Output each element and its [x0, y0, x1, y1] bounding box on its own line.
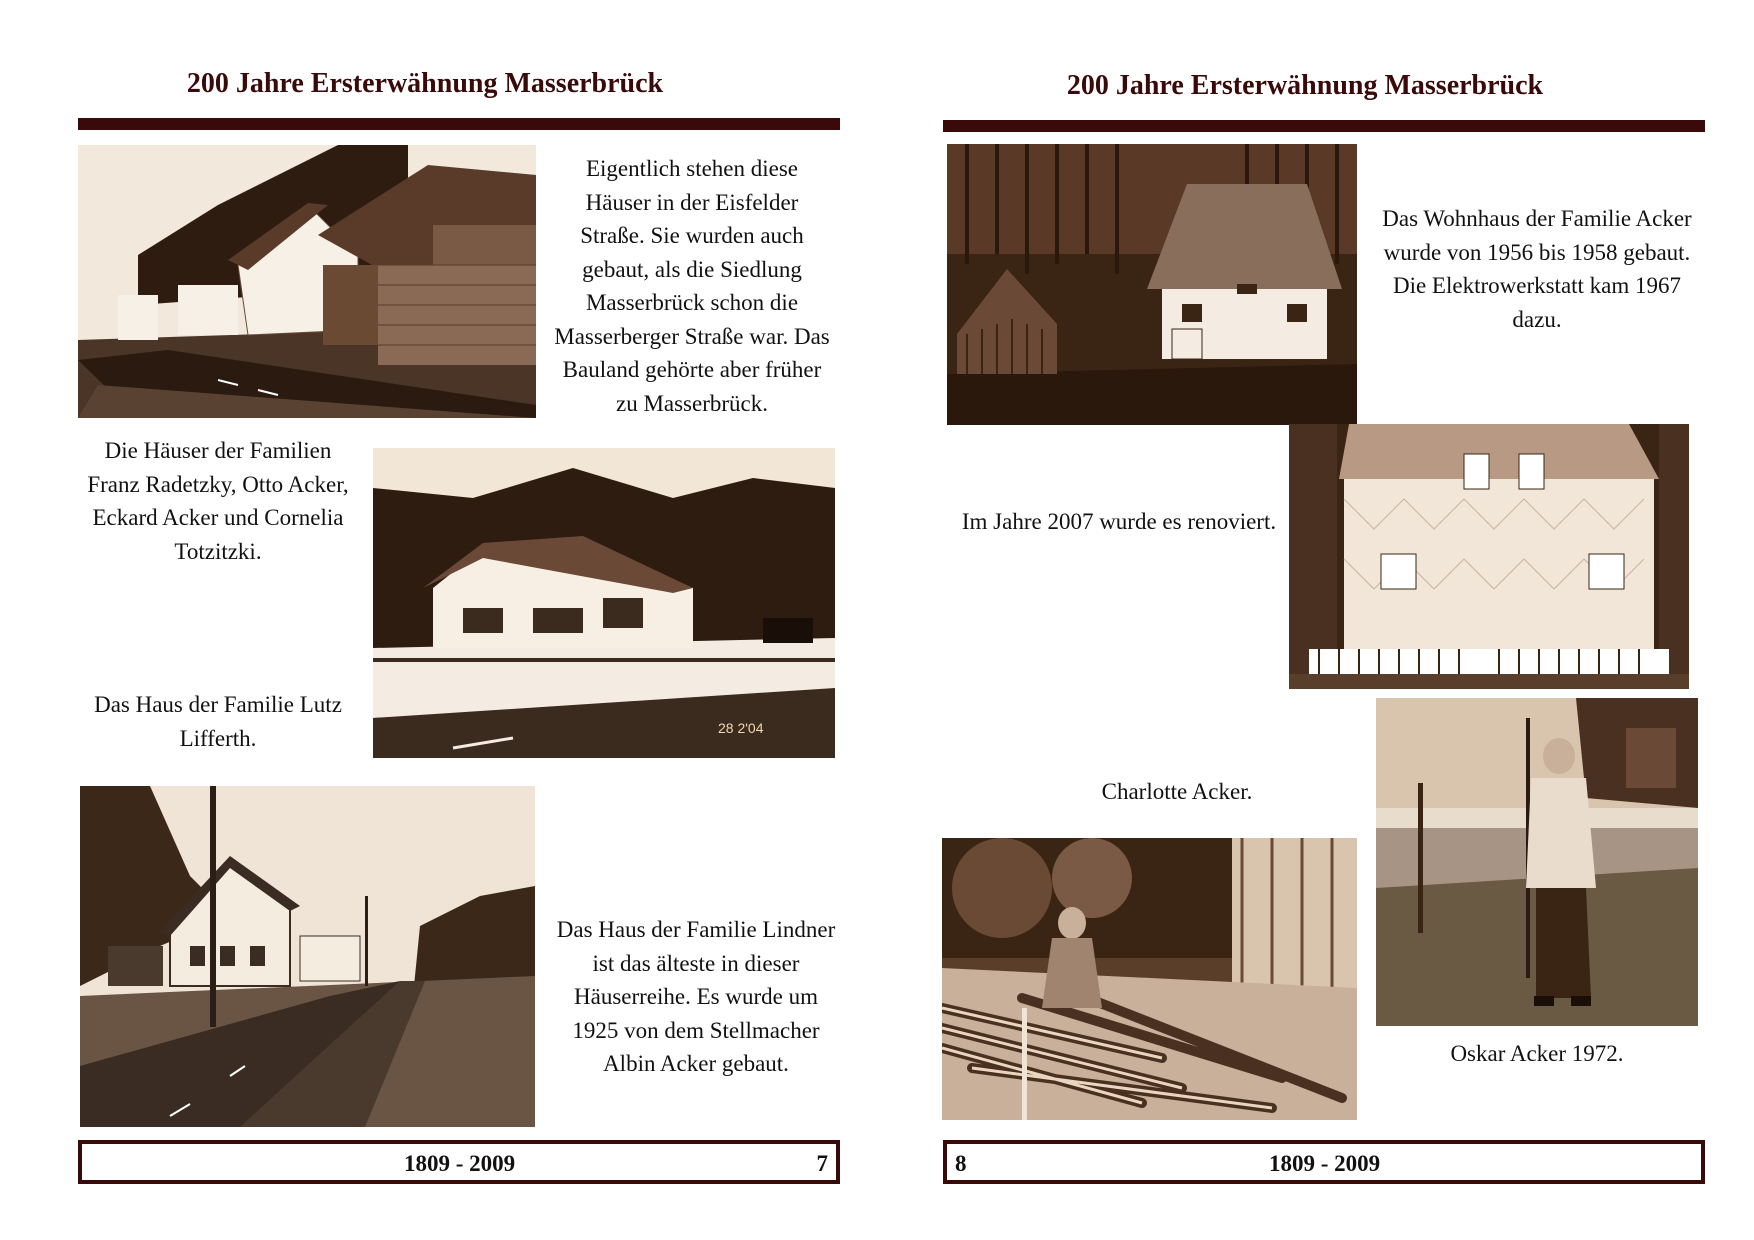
photo-acker-house-renovated: [1289, 424, 1689, 689]
photo-oskar-acker: [1376, 698, 1698, 1026]
caption-eisfelder: Eigentlich stehen diese Häuser in der Eisfelder Straße. Sie wurden auch gebaut, als die Siedlung Masserbrück schon die Masserberger Straße war. Das Bauland gehörte aber früher zu Masserbrück.: [554, 156, 830, 416]
photo-charlotte-acker: [942, 838, 1357, 1120]
photo-acker-house-old: [947, 144, 1357, 425]
caption-oskar: Oskar Acker 1972.: [1450, 1041, 1624, 1066]
photo-lifferth-house: [373, 448, 835, 758]
caption-charlotte: Charlotte Acker.: [1101, 779, 1253, 804]
page-number: 8: [955, 1151, 967, 1176]
caption-families: Die Häuser der Familien Franz Radetzky, Otto Acker, Eckard Acker und Cornelia Totzitzki.: [87, 438, 349, 564]
caption-renoviert: Im Jahre 2007 wurde es renoviert.: [961, 509, 1277, 534]
footer-years: 1809 - 2009: [1269, 1151, 1381, 1176]
photo-eisfelder-street: [78, 145, 536, 418]
photo-lindner-street: [80, 786, 535, 1127]
footer-years: 1809 - 2009: [404, 1151, 516, 1176]
header-rule: [943, 120, 1705, 132]
caption-lindner: Das Haus der Familie Lindner ist das älteste in dieser Häuserreihe. Es wurde um 1925 von dem Stellmacher Albin Acker gebaut.: [556, 917, 836, 1076]
page-number: 7: [816, 1151, 828, 1176]
header-rule: [78, 118, 840, 130]
page-footer: [78, 1140, 840, 1184]
page-header-title: 200 Jahre Ersterwähnung Masserbrück: [186, 68, 664, 99]
photo-date-stamp: 28 2'04: [718, 720, 764, 736]
caption-lifferth: Das Haus der Familie Lutz Lifferth.: [94, 692, 342, 751]
caption-wohnhaus: Das Wohnhaus der Familie Acker wurde von 1956 bis 1958 gebaut. Die Elektrowerkstatt kam 1967 dazu.: [1382, 206, 1692, 332]
right-page: [877, 0, 1754, 1240]
page-footer: [943, 1140, 1705, 1184]
page-header-title: 200 Jahre Ersterwähnung Masserbrück: [1066, 70, 1544, 101]
